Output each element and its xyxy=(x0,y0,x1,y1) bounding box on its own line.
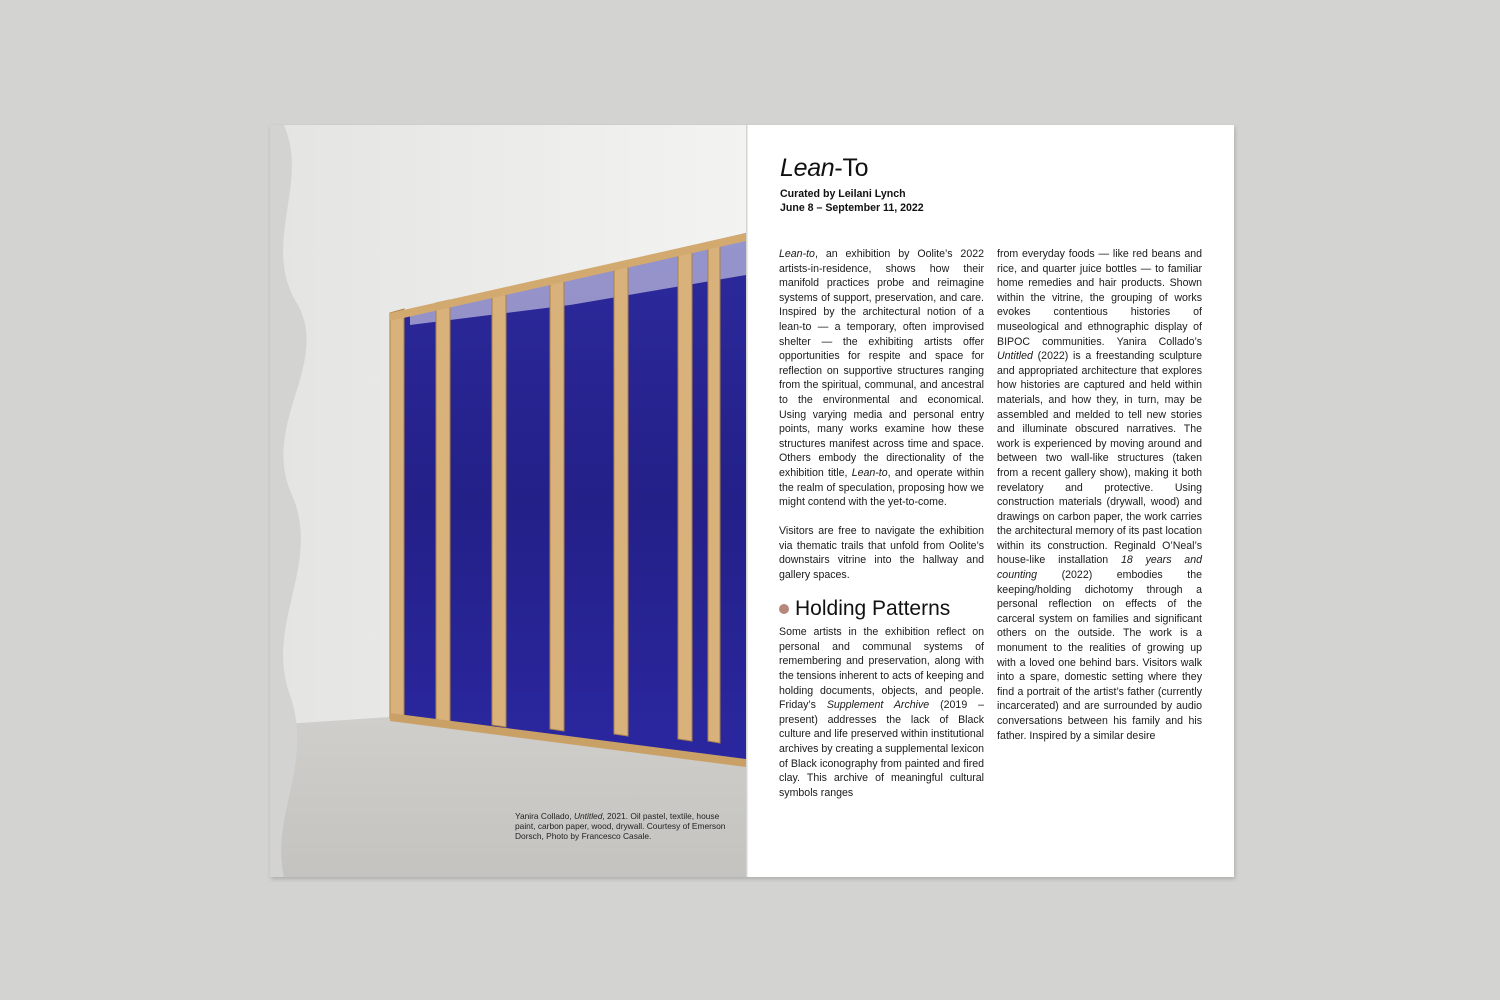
cont-text-b: (2022) is a freestanding sculpture and appropriated architecture that explores how histories are captured and held within materials, and how they, in turn, may be assembled and melded to tell new stories and illuminate obscured narratives. The work is experienced by moving around and between two wall-like structures (taken from a recent gallery show), making it both revelatory and protective. Using construction materials (drywall, wood) and drawings on carbon paper, the work carries the architectural memory of its past location within its construction. Reginald O’Neal’s house-like installation xyxy=(997,350,1202,567)
curator-line: Curated by Leilani Lynch xyxy=(780,188,906,200)
text-page xyxy=(748,125,1234,877)
intro-title-ref: Lean-to xyxy=(851,466,888,479)
photo-page xyxy=(270,125,746,877)
intro-text-b: , and operate within the realm of speculation, proposing how we might contend with the yet-to-come. xyxy=(779,466,984,509)
intro-paragraph xyxy=(779,247,984,510)
photo-caption xyxy=(515,811,735,842)
intro-text-a: , an exhibition by Oolite’s 2022 artists-in-residence, shows how their manifold practices probe and reimagine systems of support, preservation, and care. Inspired by the architectural notion of a lean-to — a temporary, often improvised shelter — the exhibiting artists offer opportunities for respite and space for reflection on supportive structures ranging from the spiritual, communal, and ancestral to the environmental and economical. Using varying media and personal entry points, many works examine how these structures manifest across time and space. Others embody the directionality of the exhibition title, xyxy=(779,248,984,479)
caption-details: , 2021. Oil pastel, textile, house paint, carbon paper, wood, drywall. Courtesy of Emerson Dorsch, Photo by Francesco Casale. xyxy=(515,811,726,842)
cont-work-title-2: 18 years and counting xyxy=(997,554,1202,582)
artwork-photo xyxy=(270,125,746,877)
intro-lead-title: Lean-to xyxy=(779,248,815,260)
dates-line: June 8 – September 11, 2022 xyxy=(780,202,924,214)
cont-text-c: (2022) embodies the keeping/holding dichotomy through a personal reflection on effects of the carceral system on families and significant others on the outside. The work is a monument to the realities of growing up with a loved one behind bars. Visitors walk into a spare, domestic setting where they find a portrait of the artist’s father (currently incarcerated) and are surrounded by audio conversations between his family and his father. Inspired by a similar desire xyxy=(997,569,1202,742)
hp-text-b: (2019 – present) addresses the lack of Black culture and life preserved within institutional archives by creating a supplemental lexicon of Black iconography from painted and fired clay. This archive of meaningful cultural symbols ranges xyxy=(779,699,985,799)
section-heading-text: Holding Patterns xyxy=(795,597,951,621)
magazine-spread xyxy=(270,125,1234,877)
caption-title: Untitled xyxy=(573,811,603,821)
continued-paragraph xyxy=(997,247,1202,743)
section-heading xyxy=(779,597,984,621)
cont-text-a: from everyday foods — like red beans and rice, and quarter juice bottles — to familiar home remedies and hair products. Shown within the vitrine, the grouping of works evokes contentious histories of museological and ethnographic display of BIPOC communities. Yanira Collado’s xyxy=(997,248,1202,348)
navigation-paragraph: Visitors are free to navigate the exhibition via thematic trails that unfold from Oolite’s downstairs vitrine into the hallway and gallery spaces. xyxy=(779,525,984,582)
cont-work-title-1: Untitled xyxy=(997,350,1033,363)
exhibition-title xyxy=(780,153,868,183)
holding-patterns-paragraph xyxy=(779,625,984,800)
title-rest: -To xyxy=(834,154,869,182)
hp-text-a: Some artists in the exhibition reflect on personal and communal systems of remembering and preservation, along with the tensions inherent to acts of keeping and holding documents, objects, and people. Friday’s xyxy=(779,626,984,712)
hp-work-title: Supplement Archive xyxy=(826,699,930,712)
bullet-dot-icon xyxy=(779,604,789,614)
title-italic: Lean xyxy=(780,154,835,182)
text-column-right xyxy=(997,247,1202,758)
text-column-left xyxy=(779,247,984,815)
caption-artist: Yanira Collado, xyxy=(515,811,574,821)
exhibition-meta xyxy=(780,187,924,215)
